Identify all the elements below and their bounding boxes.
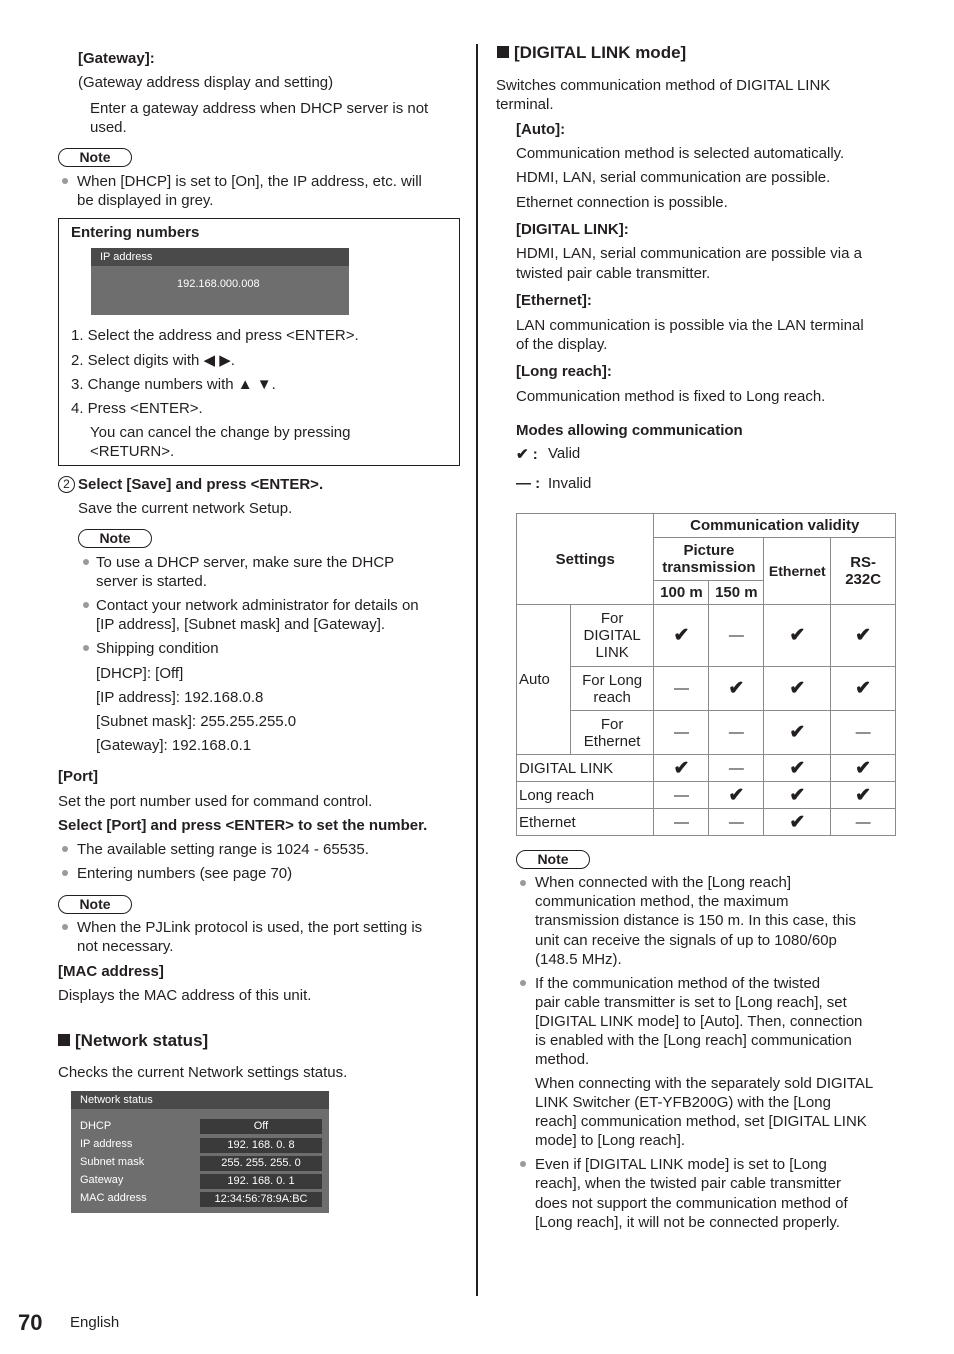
step-5-line2: <RETURN>. — [90, 443, 175, 460]
rnote-b3-3: does not support the communication method of — [535, 1195, 848, 1212]
bullet-icon — [83, 559, 89, 565]
ns-label: IP address — [80, 1138, 133, 1150]
check-icon: ✔ — [831, 667, 896, 711]
row-ethernet: Ethernet — [517, 809, 654, 836]
check-icon: ✔ — [831, 782, 896, 809]
header-rs-l2: 232C — [845, 571, 882, 588]
screen-header: Network status — [71, 1091, 329, 1109]
shipping-subnet: [Subnet mask]: 255.255.255.0 — [96, 713, 297, 730]
rnote-b3-2: reach], when the twisted pair cable transmitter — [535, 1175, 841, 1192]
row-for-long-reach — [570, 667, 654, 711]
header-picture-l1: Picture — [683, 542, 735, 559]
auto-l1: Communication method is selected automatically. — [516, 145, 845, 162]
auto-heading: [Auto]: — [516, 121, 566, 138]
bullet-icon — [62, 846, 68, 852]
invalid-label: Invalid — [548, 475, 592, 492]
note3-text-2: not necessary. — [77, 938, 174, 955]
note1-text-2: be displayed in grey. — [77, 192, 214, 209]
rnote-b3-1: Even if [DIGITAL LINK mode] is set to [Long — [535, 1156, 827, 1173]
bullet-icon — [62, 870, 68, 876]
header-rs232c — [831, 538, 896, 605]
dash-icon: — — [654, 782, 709, 809]
sub2-l2: reach — [593, 688, 631, 706]
rnote-b1-3: transmission distance is 150 m. In this case, this — [535, 912, 856, 929]
sub1-l2: DIGITAL — [583, 627, 641, 644]
header-rs-l1: RS- — [850, 554, 877, 571]
note-badge: Note — [58, 148, 132, 167]
rnote-b1-5: (148.5 MHz). — [535, 951, 622, 968]
page-number: 70 — [18, 1310, 43, 1335]
port-heading: [Port] — [58, 768, 98, 785]
dash-icon: — — [831, 711, 896, 755]
check-icon: ✔ — [764, 755, 831, 782]
square-bullet-icon — [58, 1034, 70, 1046]
header-ethernet: Ethernet — [764, 538, 831, 605]
network-status-desc: Checks the current Network settings status. — [58, 1064, 348, 1081]
network-status-heading — [58, 1031, 208, 1051]
rnote-b2-8: reach] communication method, set [DIGITAL LINK — [535, 1113, 867, 1130]
shipping-gateway: [Gateway]: 192.168.0.1 — [96, 737, 252, 754]
modes-heading: Modes allowing communication — [516, 422, 743, 439]
check-icon: ✔ — [764, 605, 831, 667]
dash-icon: — — [654, 809, 709, 836]
ns-label: DHCP — [80, 1120, 112, 1132]
header-100m: 100 m — [654, 581, 709, 605]
bullet-icon — [83, 645, 89, 651]
save-desc: Save the current network Setup. — [78, 500, 293, 517]
rnote-b2-1: If the communication method of the twisted — [535, 975, 821, 992]
eth-l2: of the display. — [516, 336, 608, 353]
note3-text-1: When the PJLink protocol is used, the port setting is — [77, 919, 423, 936]
bullet-icon — [62, 178, 68, 184]
lr-heading: [Long reach]: — [516, 363, 612, 380]
dash-icon: — — [709, 711, 764, 755]
invalid-symbol: — : — [516, 475, 541, 492]
row-for-ethernet — [570, 711, 654, 755]
check-icon: ✔ — [654, 605, 709, 667]
header-picture-l2: transmission — [662, 559, 756, 576]
check-icon: ✔ — [654, 755, 709, 782]
mac-desc: Displays the MAC address of this unit. — [58, 987, 312, 1004]
step-4: 4. Press <ENTER>. — [71, 400, 203, 417]
digital-link-mode-heading-text: [DIGITAL LINK mode] — [514, 43, 687, 62]
bullet-icon — [520, 1161, 526, 1167]
entering-title: Entering numbers — [71, 224, 200, 241]
step-3: 3. Change numbers with ▲ ▼. — [71, 376, 276, 393]
header-settings: Settings — [517, 514, 654, 605]
dash-icon: — — [709, 809, 764, 836]
ns-value: 192. 168. 0. 8 — [200, 1138, 322, 1153]
rnote-b1-2: communication method, the maximum — [535, 893, 789, 910]
ns-value: 255. 255. 255. 0 — [200, 1156, 322, 1171]
bullet-icon — [62, 924, 68, 930]
network-status-heading-text: [Network status] — [75, 1031, 209, 1050]
rnote-b2-6: When connecting with the separately sold DIGITAL — [535, 1075, 874, 1092]
sub2-l1: For Long — [582, 671, 643, 689]
sub1-l1: For — [600, 610, 624, 627]
dash-icon: — — [831, 809, 896, 836]
gateway-line1: Enter a gateway address when DHCP server is not — [90, 100, 429, 117]
note2-b1-1: To use a DHCP server, make sure the DHCP — [96, 554, 395, 571]
port-b1: The available setting range is 1024 - 65535. — [77, 841, 369, 858]
dl-heading: [DIGITAL LINK]: — [516, 221, 629, 238]
digital-link-mode-heading — [497, 43, 686, 63]
ns-value: 12:34:56:78:9A:BC — [200, 1192, 322, 1207]
dash-icon: — — [654, 667, 709, 711]
port-b2: Entering numbers (see page 70) — [77, 865, 293, 882]
ip-address-screen — [91, 248, 349, 315]
gateway-line2: used. — [90, 119, 127, 136]
rnote-b1-1: When connected with the [Long reach] — [535, 874, 791, 891]
mac-heading: [MAC address] — [58, 963, 164, 980]
port-instruction: Select [Port] and press <ENTER> to set the number. — [58, 817, 428, 834]
eth-heading: [Ethernet]: — [516, 292, 592, 309]
check-icon: ✔ — [764, 782, 831, 809]
valid-label: Valid — [548, 445, 581, 462]
check-icon: ✔ — [831, 605, 896, 667]
rnote-b2-4: is enabled with the [Long reach] communication — [535, 1032, 852, 1049]
dash-icon: — — [709, 605, 764, 667]
rnote-b3-4: [Long reach], it will not be connected properly. — [535, 1214, 840, 1231]
row-auto: Auto — [517, 605, 571, 755]
step-number-circle: 2 — [58, 476, 75, 493]
note2-b2-1: Contact your network administrator for details on — [96, 597, 419, 614]
header-picture — [654, 538, 764, 581]
intro-line2: terminal. — [496, 96, 554, 113]
note1-text-1: When [DHCP] is set to [On], the IP address, etc. will — [77, 173, 422, 190]
note-badge: Note — [78, 529, 152, 548]
ns-value: 192. 168. 0. 1 — [200, 1174, 322, 1189]
communication-table — [516, 513, 896, 836]
shipping-dhcp: [DHCP]: [Off] — [96, 665, 184, 682]
sub1-l3: LINK — [595, 644, 629, 661]
header-150m: 150 m — [709, 581, 764, 605]
ip-value: 192.168.000.008 — [177, 278, 260, 290]
step-2: 2. Select digits with ◀ ▶. — [71, 352, 235, 369]
ns-label: Gateway — [80, 1174, 124, 1186]
note-badge: Note — [516, 850, 590, 869]
check-icon: ✔ — [709, 782, 764, 809]
screen-header: IP address — [91, 248, 349, 266]
gateway-desc: (Gateway address display and setting) — [78, 74, 334, 91]
rnote-b1-4: unit can receive the signals of up to 1080/60p — [535, 932, 837, 949]
note-badge: Note — [58, 895, 132, 914]
dl-l2: twisted pair cable transmitter. — [516, 265, 711, 282]
lr-l1: Communication method is fixed to Long reach. — [516, 388, 826, 405]
dash-icon: — — [654, 711, 709, 755]
note2-b2-2: [IP address], [Subnet mask] and [Gateway]. — [96, 616, 386, 633]
bullet-icon — [520, 980, 526, 986]
check-icon: ✔ — [831, 755, 896, 782]
check-icon: ✔ — [764, 711, 831, 755]
check-icon: ✔ — [709, 667, 764, 711]
column-divider — [476, 44, 478, 1296]
row-digital-link: DIGITAL LINK — [517, 755, 654, 782]
header-validity: Communication validity — [654, 514, 896, 538]
dash-icon: — — [709, 755, 764, 782]
bullet-icon — [83, 602, 89, 608]
shipping-ip: [IP address]: 192.168.0.8 — [96, 689, 264, 706]
rnote-b2-3: [DIGITAL LINK mode] to [Auto]. Then, connection — [535, 1013, 863, 1030]
intro-line1: Switches communication method of DIGITAL LINK — [496, 77, 831, 94]
check-icon: ✔ — [764, 667, 831, 711]
footer-language: English — [70, 1314, 120, 1331]
valid-symbol: ✔ : — [516, 446, 538, 463]
dl-l1: HDMI, LAN, serial communication are possible via a — [516, 245, 862, 262]
eth-l1: LAN communication is possible via the LAN terminal — [516, 317, 864, 334]
step-1: 1. Select the address and press <ENTER>. — [71, 327, 359, 344]
ns-label: MAC address — [80, 1192, 147, 1204]
sub3-l1: For — [600, 715, 624, 733]
rnote-b2-7: LINK Switcher (ET-YFB200G) with the [Long — [535, 1094, 831, 1111]
row-long-reach: Long reach — [517, 782, 654, 809]
sub3-l2: Ethernet — [583, 732, 641, 750]
save-heading: Select [Save] and press <ENTER>. — [78, 476, 324, 493]
network-status-screen — [71, 1091, 329, 1213]
ns-label: Subnet mask — [80, 1156, 145, 1168]
row-for-digital-link — [570, 605, 654, 667]
note2-b1-2: server is started. — [96, 573, 207, 590]
square-bullet-icon — [497, 46, 509, 58]
ns-value: Off — [200, 1119, 322, 1134]
gateway-heading: [Gateway]: — [78, 50, 155, 67]
auto-l2: HDMI, LAN, serial communication are possible. — [516, 169, 831, 186]
rnote-b2-9: mode] to [Long reach]. — [535, 1132, 686, 1149]
bullet-icon — [520, 880, 526, 886]
note2-b3: Shipping condition — [96, 640, 219, 657]
rnote-b2-5: method. — [535, 1051, 590, 1068]
step-5-line1: You can cancel the change by pressing — [90, 424, 351, 441]
check-icon: ✔ — [764, 809, 831, 836]
auto-l3: Ethernet connection is possible. — [516, 194, 728, 211]
port-desc: Set the port number used for command control. — [58, 793, 373, 810]
rnote-b2-2: pair cable transmitter is set to [Long reach], set — [535, 994, 847, 1011]
